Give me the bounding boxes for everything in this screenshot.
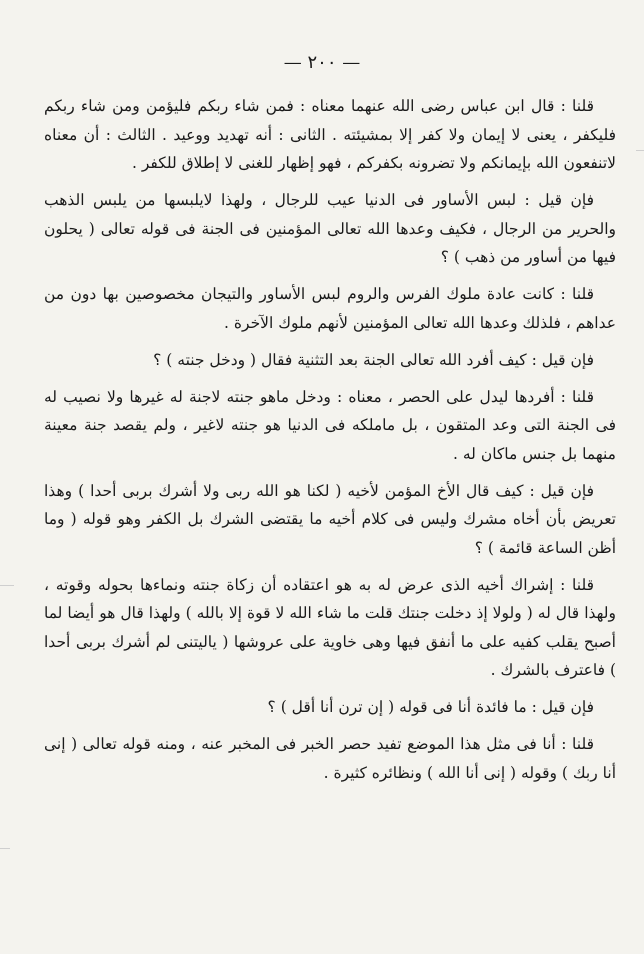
scan-edge-mark	[0, 585, 14, 586]
paragraph	[44, 571, 616, 685]
text-line: مخصوصين بها دون من عداهم ، فلذلك وعدها الله تعالى المؤمنين لأنهم	[44, 285, 616, 332]
text-line: فإن قيل : كيف أفرد الله تعالى الجنة بعد التثنية فقال ( ودخل جنته ) ؟	[153, 350, 594, 369]
text-line: يلبس الذهب والحرير من الرجال ، فكيف وعدها الله تعالى المؤمنين فى	[44, 191, 617, 238]
paragraph	[44, 477, 616, 563]
text-line: قلنا : أفردها ليدل على الحصر ، معناه : ودخل ماهو جنته لاجنة له	[169, 387, 594, 406]
text-line: خاوية على عروشها ( ياليتنى لم أشرك بربى أحدا ) فاعترف بالشرك .	[44, 632, 616, 679]
paragraph	[44, 186, 616, 272]
paragraph	[44, 92, 616, 178]
text-line: ملوك الآخرة .	[224, 313, 313, 332]
text-line: قلنا : أنا فى مثل هذا الموضع تفيد حصر الخبر فى المخبر عنه ، ومنه قوله	[122, 735, 594, 753]
text-line: قلنا : كانت عادة ملوك الفرس والروم لبس الأساور والتيجان	[201, 285, 594, 303]
paragraph	[44, 280, 616, 337]
text-line: الجنة فى قوله تعالى ( يحلون فيها من أساور من ذهب ) ؟	[44, 219, 616, 266]
text-line: فإن قيل : لبس الأساور فى الدنيا عيب للرجال ، ولهذا لايلبسها من	[135, 191, 594, 209]
text-line: قلنا : قال ابن عباس رضى الله عنهما معناه : فمن شاء ربكم فليؤمن	[145, 97, 594, 115]
scan-edge-mark	[636, 150, 644, 151]
text-line: قلنا : إشراك أخيه الذى عرض له به هو اعتقاده أن زكاة جنته ونماءها	[140, 575, 594, 594]
text-line: إلا بالله ) ولهذا قال هو أيضا لما أصبح يقلب كفيه على ما أنفق فيها وهى	[44, 604, 616, 651]
paragraph	[44, 346, 616, 375]
text-line: بكفركم ، فهو إظهار للغنى لا إطلاق للكفر .	[132, 154, 404, 172]
text-line: بربى أحدا ) وهذا تعريض بأن أخاه مشرك وليس فى كلام أخيه ما يقتضى	[44, 481, 616, 528]
text-line: تعالى ( إنى أنا ربك ) وقوله ( إنى أنا الله ) ونظائره كثيرة .	[44, 735, 616, 782]
paragraph	[44, 693, 616, 722]
text-line: جنته لاغير ، ولم يقصد جنة معينة منهما بل جنس ماكان له .	[44, 416, 616, 463]
text-line: فإن قيل : كيف قال الأخ المؤمن لأخيه ( لكنا هو الله ربى ولا أشرك	[158, 481, 594, 500]
text-line: ومن شاء ربكم فليكفر ، يعنى لا إيمان ولا كفر إلا بمشيئته . الثانى : أنه	[44, 97, 616, 144]
text-line: فإن قيل : ما فائدة أنا فى قوله ( إن ترن أنا أقل ) ؟	[267, 698, 594, 716]
scan-edge-mark	[0, 848, 10, 849]
text-line: الشرك بل الكفر وهو قوله ( وما أظن الساعة قائمة ) ؟	[44, 510, 616, 557]
body-text	[44, 92, 616, 796]
paragraph	[44, 383, 616, 469]
paragraph	[44, 730, 616, 787]
text-line: بحوله وقوته ، ولهذا قال له ( ولولا إذ دخلت جنتك قلت ما شاء الله لا قوة	[44, 575, 616, 622]
text-line: غيرها ولا نصيب له فى الجنة التى وعد المتقون ، بل ماملكه فى الدنيا هو	[44, 387, 616, 434]
page-number: — ٢٠٠ —	[283, 52, 361, 73]
text-line: تهديد ووعيد . الثالث : أن معناه لاتنفعون الله بإيمانكم ولا تضرونه	[44, 125, 616, 172]
